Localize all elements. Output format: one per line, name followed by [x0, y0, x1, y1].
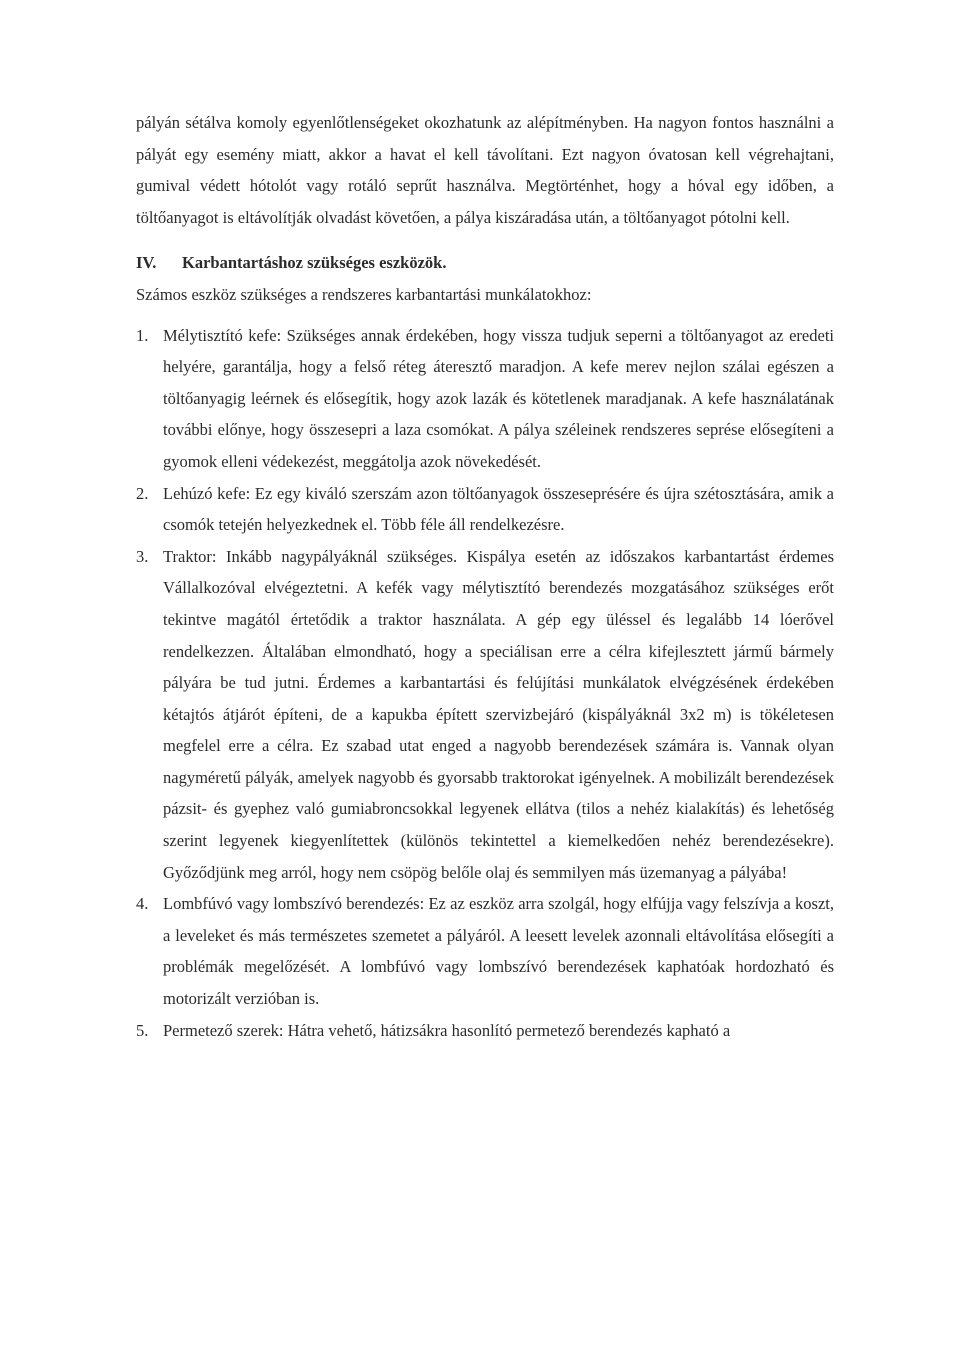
section-title: Karbantartáshoz szükséges eszközök. [182, 253, 447, 273]
tools-list [136, 320, 834, 1047]
list-item-text: Traktor: Inkább nagypályáknál szükséges. Kispálya esetén az időszakos karbantartást érdemes Vállalkozóval elvégeztetni. A kefék vagy mélytisztító berendezés mozgatásához szükséges erőt tekintve magától értetődik a traktor használata. A gép egy üléssel és legalább 14 lóerővel rendelkezzen. Általában elmondható, hogy a speciálisan erre a célra kifejlesztett jármű bármely pályára be tud jutni. Érdemes a karbantartási és felújítási munkálatok elvégzésének érdekében kétajtós átjárót építeni, de a kapukba épített szervizbejáró (kispályáknál 3x2 m) is tökéletesen megfelel erre a célra. Ez szabad utat enged a nagyobb berendezések számára is. Vannak olyan nagyméretű pályák, amelyek nagyobb és gyorsabb traktorokat igényelnek. A mobilizált berendezések pázsit- és gyephez való gumiabroncsokkal legyenek ellátva (tilos a nehéz kialakítás) és lehetőség szerint legyenek kiegyenlítettek (különös tekintettel a kiemelkedően nehéz berendezésekre). Győződjünk meg arról, hogy nem csöpög belőle olaj és semmilyen más üzemanyag a pályába! [163, 546, 834, 882]
document-page [136, 107, 834, 1046]
list-item-number: 2. [136, 483, 149, 503]
section-number: IV. [136, 253, 157, 273]
list-item [136, 888, 834, 1014]
list-item [136, 541, 834, 889]
list-item [136, 320, 834, 478]
list-item-number: 3. [136, 546, 149, 566]
list-item-text: Mélytisztító kefe: Szükséges annak érdekében, hogy vissza tudjuk seperni a töltőanyagot az eredeti helyére, garantálja, hogy a felső réteg áteresztő maradjon. A kefe merev nejlon szálai egészen a töltőanyagig leérnek és elősegítik, hogy azok lazák és kötetlenek maradjanak. A kefe használatának további előnye, hogy összesepri a laza csomókat. A pálya széleinek rendszeres seprése elősegíteni a gyomok elleni védekezést, meggátolja azok növekedését. [163, 325, 834, 471]
list-item [136, 1015, 834, 1047]
list-item-text: Lombfúvó vagy lombszívó berendezés: Ez az eszköz arra szolgál, hogy elfújja vagy felszívja a koszt, a leveleket és más természetes szemetet a pályáról. A leesett levelek azonnali eltávolítása elősegíti a problémák megelőzését. A lombfúvó vagy lombszívó berendezések kaphatóak hordozható és motorizált verzióban is. [163, 894, 834, 1009]
list-item-text: Lehúzó kefe: Ez egy kiváló szerszám azon töltőanyagok összeseprésére és újra szétosztására, amik a csomók tetején helyezkednek el. Több féle áll rendelkezésre. [163, 483, 834, 535]
section-heading [136, 247, 834, 279]
section-intro: Számos eszköz szükséges a rendszeres karbantartási munkálatokhoz: [136, 284, 592, 304]
list-item-number: 4. [136, 894, 149, 914]
opening-paragraph: pályán sétálva komoly egyenlőtlenségeket okozhatunk az alépítményben. Ha nagyon fontos használni a pályát egy esemény miatt, akkor a havat el kell távolítani. Ezt nagyon óvatosan kell végrehajtani, gumival védett hótolót vagy rotáló seprűt használva. Megtörténhet, hogy a hóval egy időben, a töltőanyagot is eltávolítják olvadást követően, a pálya kiszáradása után, a töltőanyagot pótolni kell. [136, 113, 834, 227]
list-item-number: 1. [136, 325, 149, 345]
list-item-number: 5. [136, 1020, 149, 1040]
list-item [136, 478, 834, 541]
list-item-text: Permetező szerek: Hátra vehető, hátizsákra hasonlító permetező berendezés kapható a [163, 1020, 731, 1040]
